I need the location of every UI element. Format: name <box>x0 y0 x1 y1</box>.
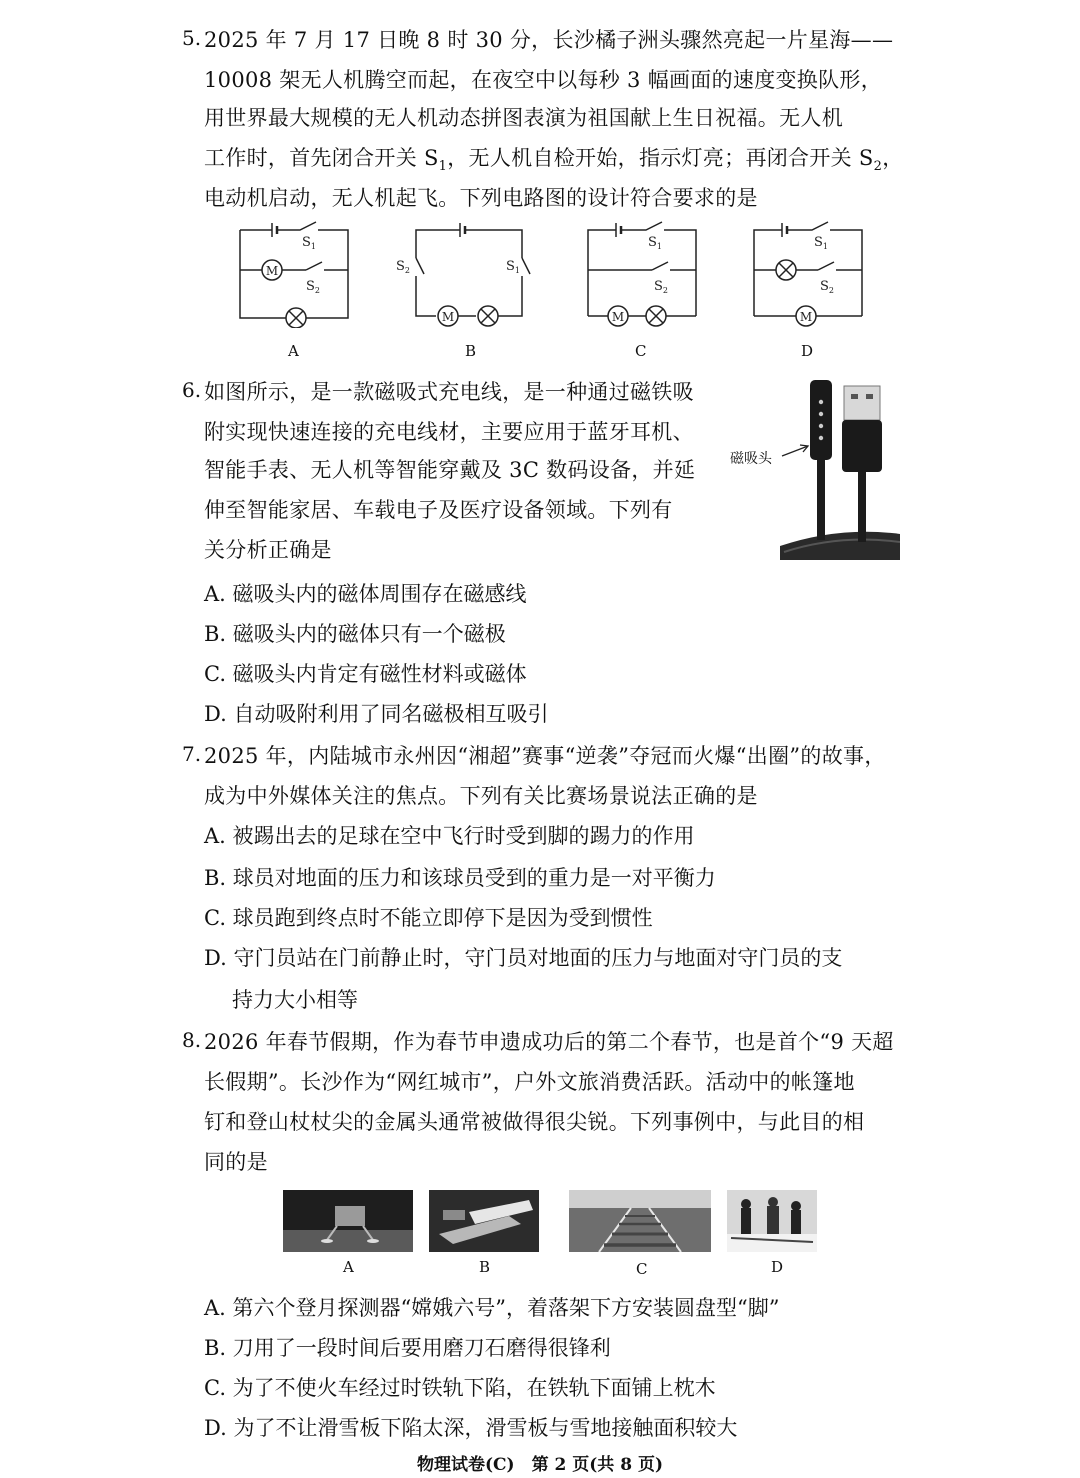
photo-label-a: A <box>343 1258 354 1276</box>
photo-knife-sharpening <box>429 1190 539 1252</box>
question-6-option-c: C. 磁吸头内肯定有磁性材料或磁体 <box>204 662 527 686</box>
circuit-diagram-c <box>580 218 704 328</box>
question-6-option-a: A. 磁吸头内的磁体周围存在磁感线 <box>204 582 527 606</box>
question-7-option-d: D. 守门员站在门前静止时，守门员对地面的压力与地面对守门员的支 <box>204 946 843 970</box>
switch-s2-label: $S_2$ <box>396 259 410 275</box>
question-8-line-2: 长假期”。长沙作为“网红城市”，户外文旅消费活跃。活动中的帐篷地 <box>204 1070 855 1094</box>
question-7-option-c: C. 球员跑到终点时不能立即停下是因为受到惯性 <box>204 906 653 930</box>
magnetic-head-label: 磁吸头 <box>730 451 772 467</box>
circuit-diagram-b <box>392 218 542 328</box>
circuit-label-a: A <box>288 342 299 360</box>
switch-s2-label: $S_2$ <box>654 279 668 295</box>
question-8-option-b: B. 刀用了一段时间后要用磨刀石磨得很锋利 <box>204 1336 611 1360</box>
q5-line4-sub-1: 1 <box>438 159 448 175</box>
question-8-line-4: 同的是 <box>204 1150 268 1174</box>
question-8-line-3: 钉和登山杖杖尖的金属头通常被做得很尖锐。下列事例中，与此目的相 <box>204 1110 865 1134</box>
photo-label-b: B <box>479 1258 491 1276</box>
question-8-option-d: D. 为了不让滑雪板下陷太深，滑雪板与雪地接触面积较大 <box>204 1416 738 1440</box>
motor-label: M <box>799 310 813 324</box>
switch-s1-label: $S_1$ <box>506 259 520 275</box>
page-footer: 物理试卷(C) 第 2 页(共 8 页) <box>416 1455 664 1475</box>
switch-s2-label: $S_2$ <box>820 279 834 295</box>
circuit-label-d: D <box>801 342 814 360</box>
question-7-option-d-continued: 持力大小相等 <box>232 988 358 1012</box>
question-6-line-3: 智能手表、无人机等智能穿戴及 3C 数码设备，并延 <box>204 458 696 482</box>
question-7-option-a: A. 被踢出去的足球在空中飞行时受到脚的踢力的作用 <box>204 824 695 848</box>
question-8-line-1: 2026 年春节假期，作为春节申遗成功后的第二个春节，也是首个“9 天超 <box>204 1030 894 1054</box>
question-7-line-2: 成为中外媒体关注的焦点。下列有关比赛场景说法正确的是 <box>204 784 758 808</box>
photo-lunar-lander <box>283 1190 413 1252</box>
q5-line4-part-c: ， <box>882 146 904 170</box>
motor-label: M <box>611 310 625 324</box>
question-8-option-c: C. 为了不使火车经过时铁轨下陷，在铁轨下面铺上枕木 <box>204 1376 716 1400</box>
question-7-option-b: B. 球员对地面的压力和该球员受到的重力是一对平衡力 <box>204 866 716 890</box>
switch-s2-label: $S_2$ <box>306 279 320 295</box>
switch-s1-label: $S_1$ <box>814 235 828 251</box>
question-5-line-1: 2025 年 7 月 17 日晚 8 时 30 分，长沙橘子洲头骤然亮起一片星海—— <box>204 28 894 52</box>
question-6-line-2: 附实现快速连接的充电线材，主要应用于蓝牙耳机、 <box>204 420 694 444</box>
circuit-label-c: C <box>635 342 647 360</box>
question-7-line-1: 2025 年，内陆城市永州因“湘超”赛事“逆袭”夺冠而火爆“出圈”的故事， <box>204 744 886 768</box>
magnetic-cable-figure <box>730 376 900 560</box>
q5-line4-part-b: ，无人机自检开始，指示灯亮；再闭合开关 S <box>447 146 874 170</box>
q5-line4-sub-2: 2 <box>873 159 883 175</box>
question-5-line-3: 用世界最大规模的无人机动态拼图表演为祖国献上生日祝福。无人机 <box>204 106 843 130</box>
question-5-line-2: 10008 架无人机腾空而起，在夜空中以每秒 3 幅画面的速度变换队形， <box>204 68 882 92</box>
question-6-option-b: B. 磁吸头内的磁体只有一个磁极 <box>204 622 506 646</box>
question-7-number: 7. <box>182 742 202 766</box>
photo-railway-track <box>569 1190 711 1252</box>
question-8-option-a: A. 第六个登月探测器“嫦娥六号”，着落架下方安装圆盘型“脚” <box>204 1296 780 1320</box>
question-6-line-1: 如图所示，是一款磁吸式充电线，是一种通过磁铁吸 <box>204 380 694 404</box>
photo-label-c: C <box>636 1260 648 1278</box>
switch-s1-label: $S_1$ <box>648 235 662 251</box>
question-6-number: 6. <box>182 378 202 402</box>
question-8-number: 8. <box>182 1028 202 1052</box>
photo-label-d: D <box>771 1258 784 1276</box>
question-5-number: 5. <box>182 26 202 50</box>
circuit-diagram-a <box>232 218 356 328</box>
question-6-line-4: 伸至智能家居、车载电子及医疗设备领域。下列有 <box>204 498 673 522</box>
question-5-line-4 <box>204 142 904 174</box>
q5-line4-part-a: 工作时，首先闭合开关 S <box>204 146 439 170</box>
circuit-label-b: B <box>465 342 477 360</box>
motor-label: M <box>441 310 455 324</box>
motor-label: M <box>265 264 279 278</box>
question-5-line-5: 电动机启动，无人机起飞。下列电路图的设计符合要求的是 <box>204 186 758 210</box>
question-6-line-5: 关分析正确是 <box>204 538 332 562</box>
question-6-option-d: D. 自动吸附利用了同名磁极相互吸引 <box>204 702 549 726</box>
photo-skiers <box>727 1190 817 1252</box>
switch-s1-label: $S_1$ <box>302 235 316 251</box>
circuit-diagram-d <box>746 218 870 328</box>
